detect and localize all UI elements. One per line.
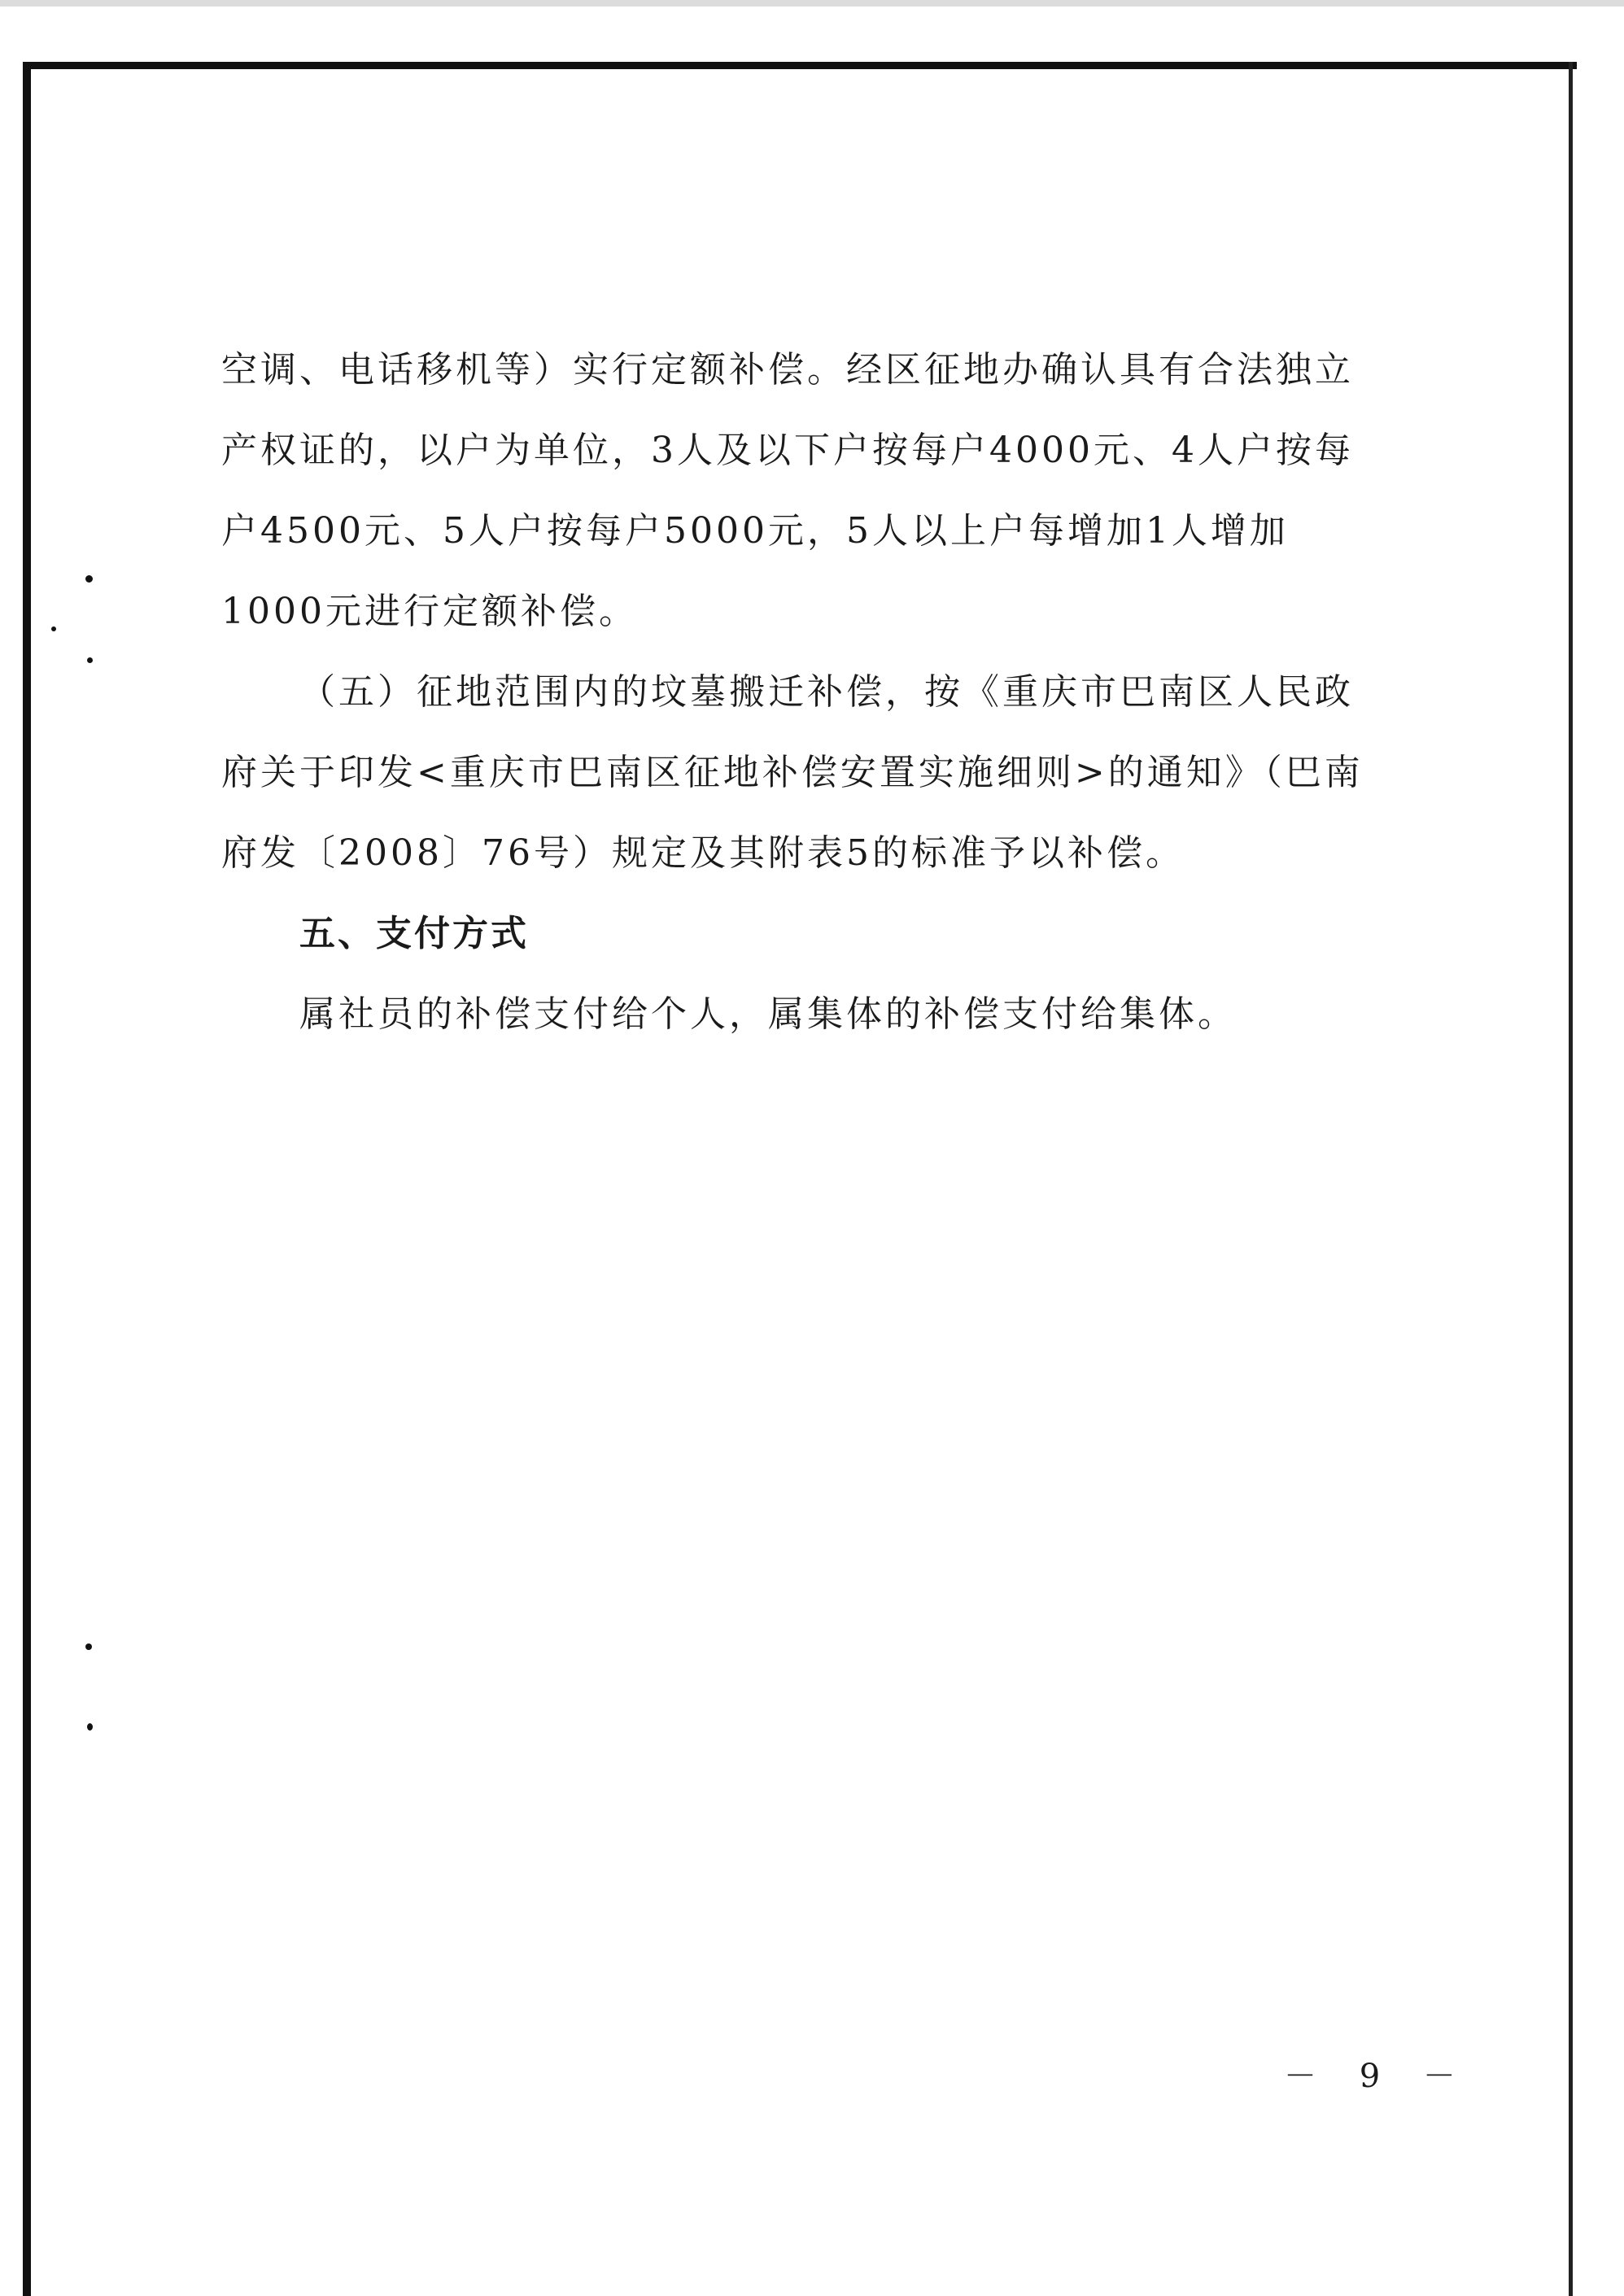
scan-speck [87,657,93,663]
page-frame-top [23,62,1577,69]
paragraph-compensation-continuation: 空调、电话移机等）实行定额补偿。经区征地办确认具有合法独立产权证的，以户为单位，3人及以下户按每户4000元、4人户按每户4500元、5人户按每户5000元，5人以上户每增加1人增加1000元进行定额补偿。 [221,349,1354,632]
page-number: － 9 － [1284,2058,1472,2095]
paragraph-grave-relocation: （五）征地范围内的坟墓搬迁补偿，按《重庆市巴南区人民政府关于印发<重庆市巴南区征地补偿安置实施细则>的通知》（巴南府发〔2008〕76号）规定及其附表5的标准予以补偿。 [221,671,1364,874]
document-body [221,330,1377,1054]
scan-speck [85,1643,92,1650]
page-frame-right [1569,62,1573,2296]
scan-speck [85,575,93,583]
scan-speck [87,1723,93,1731]
scan-edge [0,0,1624,7]
section-heading-payment-method: 五、支付方式 [299,913,529,954]
page-frame-left [23,62,31,2296]
paragraph-payment-method: 属社员的补偿支付给个人，属集体的补偿支付给集体。 [299,993,1237,1035]
scan-speck [51,626,56,631]
